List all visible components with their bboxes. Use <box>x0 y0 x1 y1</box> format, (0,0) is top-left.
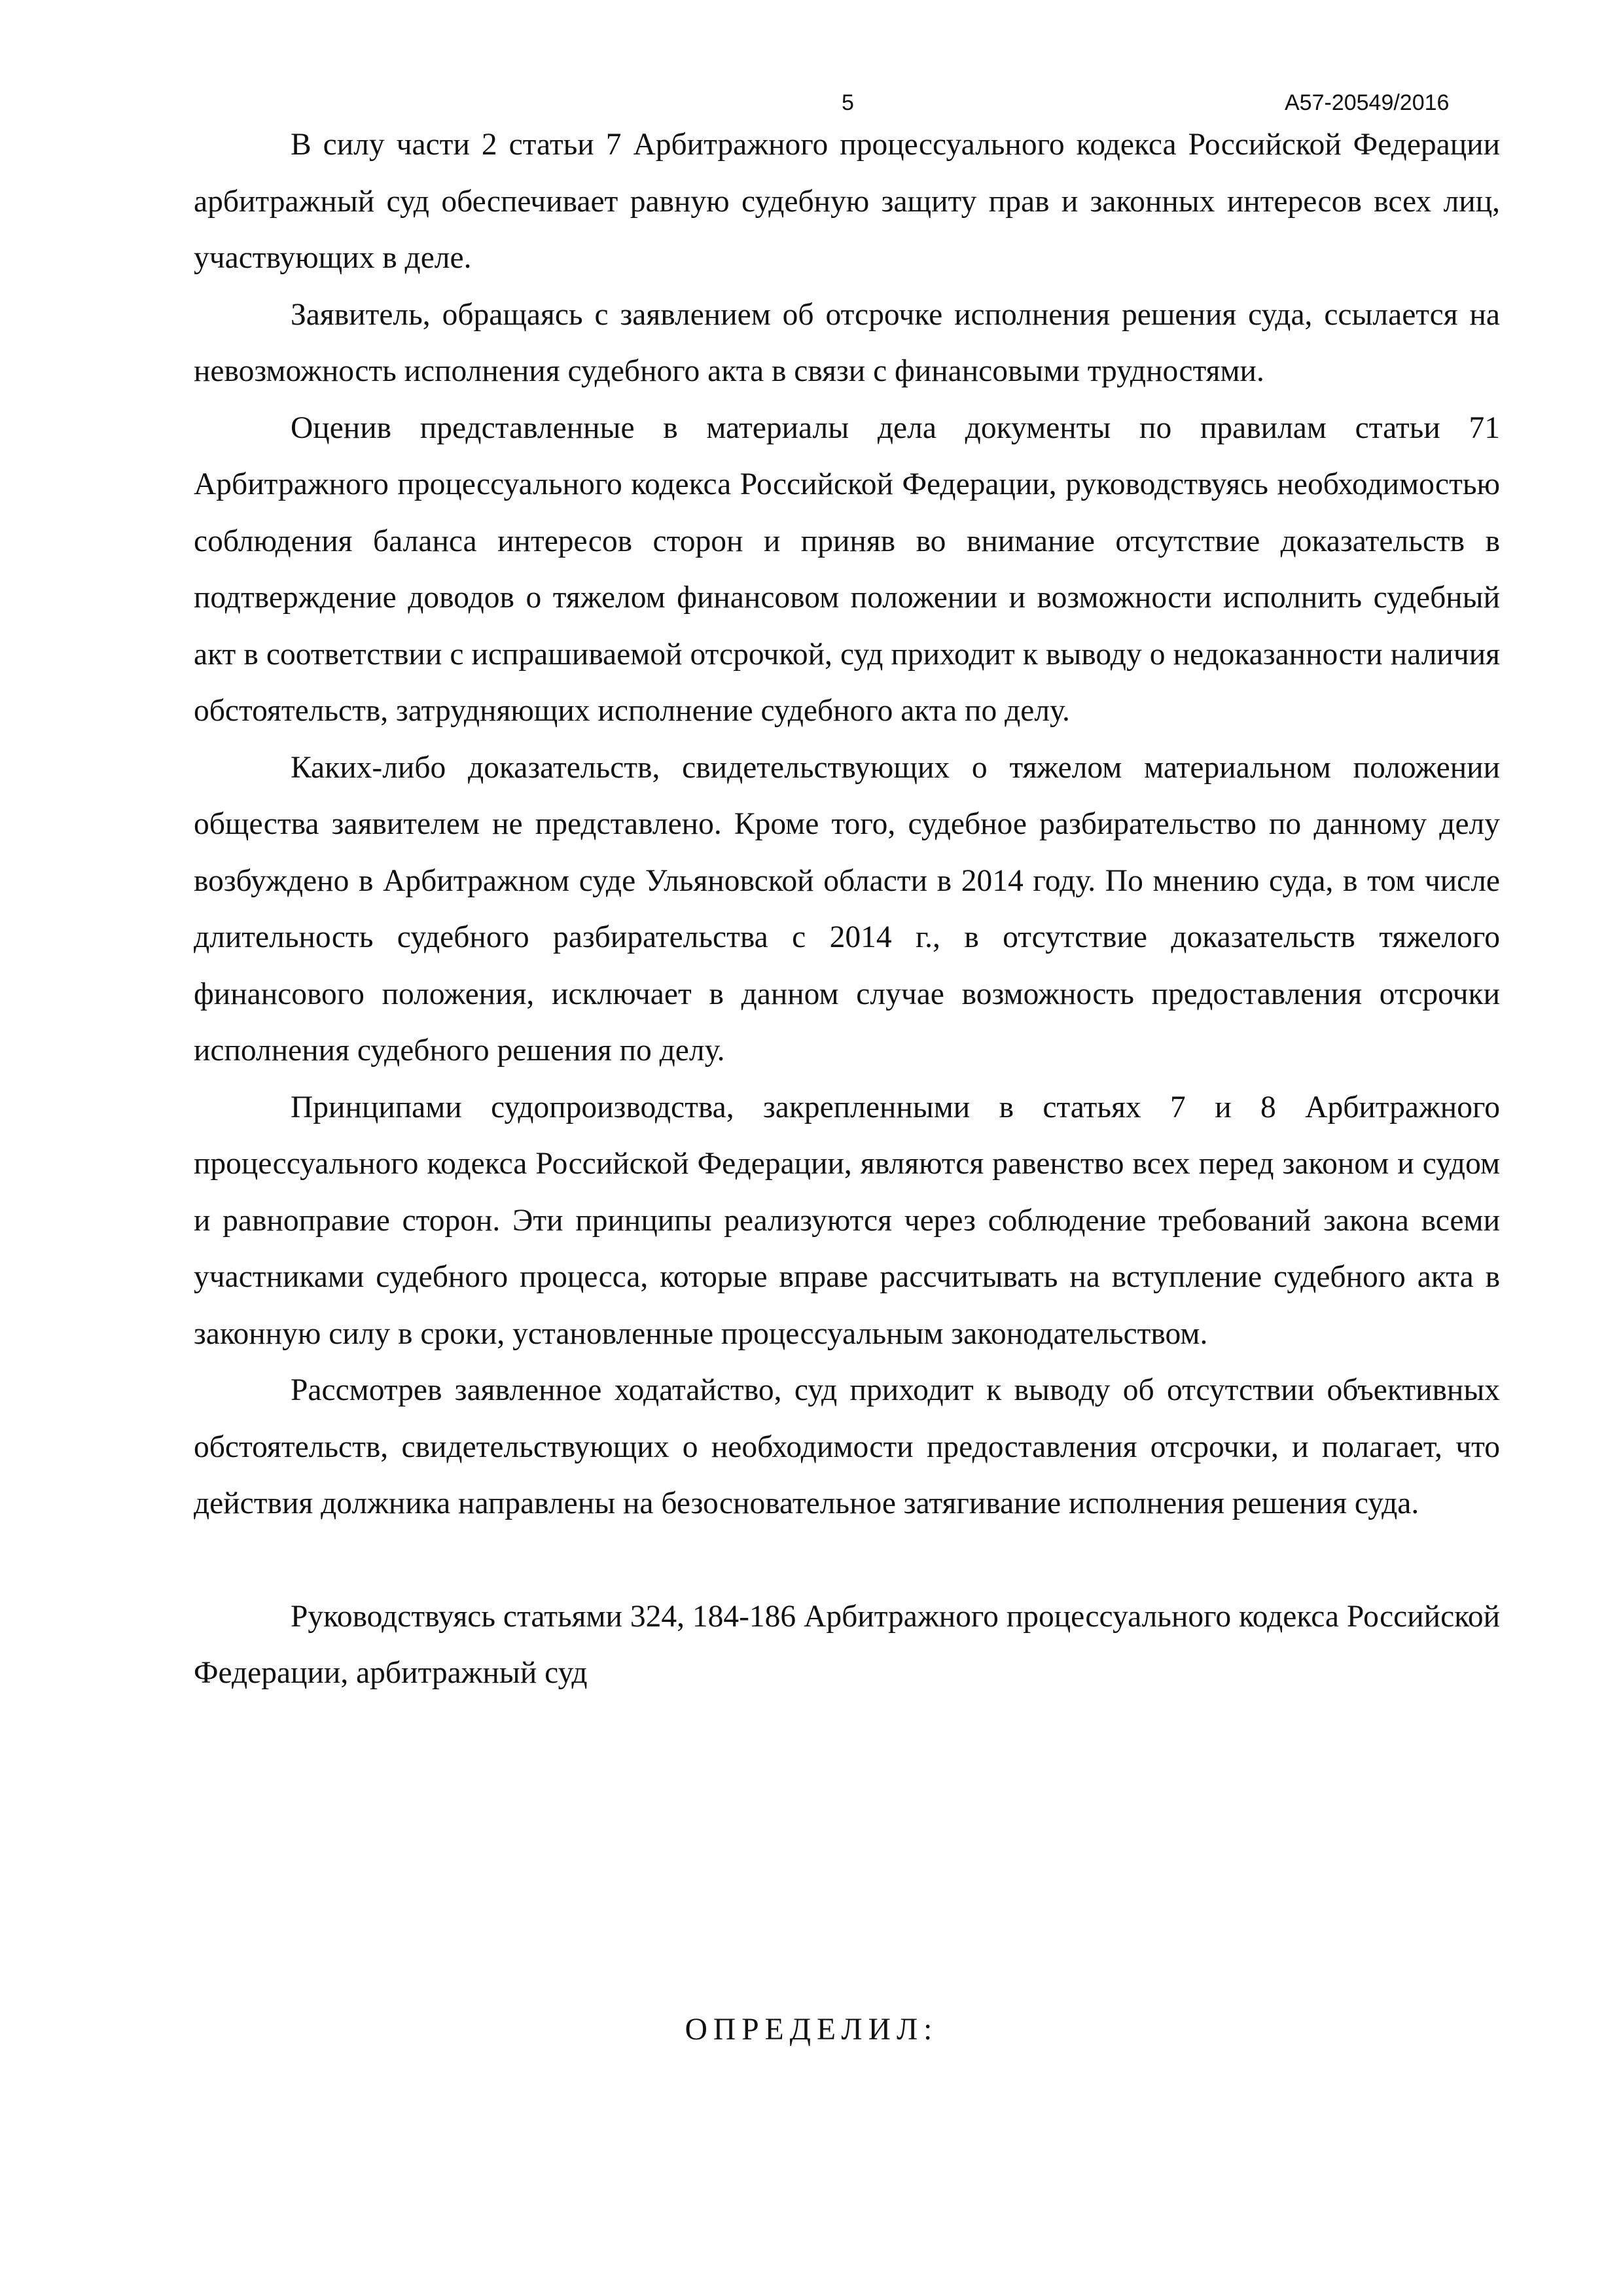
paragraph-conclusion: Рассмотрев заявленное ходатайство, суд приходит к выводу об отсутствии объективных обстоятельств, свидетельствующих о необходимости предоставления отсрочки, и полагает, что действия должника направлены на безосновательное затягивание исполнения решения суда. <box>194 1373 1500 1520</box>
paragraph-no-evidence: Каких-либо доказательств, свидетельствующих о тяжелом материальном положении общества заявителем не представлено. Кроме того, судебное разбирательство по данному делу возбуждено в Арбитражном суде Ульяновской области в 2014 году. По мнению суда, в том числе длительность судебного разбирательства с 2014 г., в отсутствие доказательств тяжелого финансового положения, исключает в данном случае возможность предоставления отсрочки исполнения судебного решения по делу. <box>194 750 1500 1067</box>
verdict-heading: ОПРЕДЕЛИЛ: <box>685 2013 938 2047</box>
paragraph-principles: Принципами судопроизводства, закрепленными в статьях 7 и 8 Арбитражного процессуального кодекса Российской Федерации, являются равенство всех перед законом и судом и равноправие сторон. Эти принципы реализуются через соблюдение требований закона всеми участниками судебного процесса, которые вправе рассчитывать на вступление судебного акта в законную силу в сроки, установленные процессуальным законодательством. <box>194 1090 1500 1351</box>
page-number: 5 <box>842 90 854 115</box>
paragraph-guided-by: Руководствуясь статьями 324, 184-186 Арбитражного процессуального кодекса Российской Федерации, арбитражный суд <box>194 1599 1500 1690</box>
paragraph-equal-protection: В силу части 2 статьи 7 Арбитражного процессуального кодекса Российской Федерации арбитражный суд обеспечивает равную судебную защиту прав и законных интересов всех лиц, участвующих в деле. <box>194 128 1500 275</box>
paragraph-court-assessment: Оценив представленные в материалы дела документы по правилам статьи 71 Арбитражного процессуального кодекса Российской Федерации, руководствуясь необходимостью соблюдения баланса интересов сторон и приняв во внимание отсутствие доказательств в подтверждение доводов о тяжелом финансовом положении и возможности исполнить судебный акт в соответствии с испрашиваемой отсрочкой, суд приходит к выводу о недоказанности наличия обстоятельств, затрудняющих исполнение судебного акта по делу. <box>194 410 1500 728</box>
paragraph-spacer <box>194 1532 1500 1588</box>
paragraph-applicant-claim: Заявитель, обращаясь с заявлением об отсрочке исполнения решения суда, ссылается на невозможность исполнения судебного акта в связи с финансовыми трудностями. <box>194 297 1500 388</box>
document-body <box>194 117 1500 1702</box>
case-number: А57-20549/2016 <box>1285 90 1450 115</box>
